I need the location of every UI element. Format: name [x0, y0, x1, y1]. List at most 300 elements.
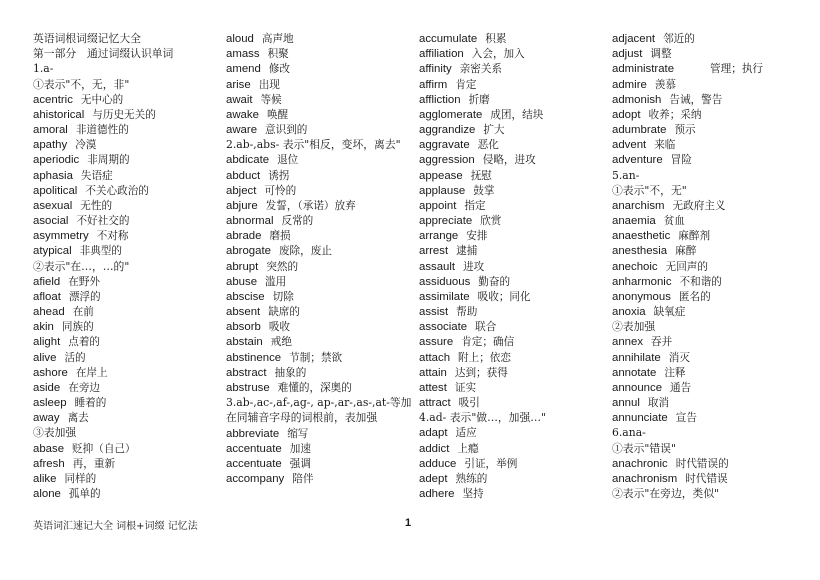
vocab-entry	[33, 410, 221, 425]
entry-word: abrupt	[226, 260, 259, 273]
vocab-entry	[419, 350, 607, 365]
entry-meaning: 帮助	[456, 306, 478, 319]
vocab-entry	[33, 365, 221, 380]
entry-word: announce	[612, 381, 663, 394]
vocab-entry	[33, 274, 221, 289]
entry-word: affirm	[419, 78, 448, 91]
entry-word: attest	[419, 381, 447, 394]
entry-word: accentuate	[226, 457, 282, 470]
vocab-entry	[612, 152, 800, 167]
entry-meaning: 安排	[466, 230, 488, 243]
entry-word: absent	[226, 306, 261, 319]
vocab-entry	[33, 213, 221, 228]
vocab-entry	[419, 61, 607, 76]
entry-word: assist	[419, 306, 449, 319]
entry-meaning: 宣告	[675, 412, 697, 425]
vocab-entry	[419, 289, 607, 304]
entry-word: aggrandize	[419, 124, 476, 137]
entry-word: adjacent	[612, 33, 656, 45]
entry-word: ahead	[33, 306, 65, 319]
column-3	[419, 31, 607, 501]
vocab-entry	[33, 456, 221, 471]
heading-text: ③表加强	[33, 426, 77, 440]
entry-meaning: 出现	[258, 78, 280, 91]
entry-meaning: 时代错误的	[675, 457, 729, 470]
entry-meaning: 冒险	[670, 154, 692, 167]
entry-word: annex	[612, 336, 644, 349]
vocab-entry	[33, 137, 221, 152]
entry-word: appreciate	[419, 215, 473, 228]
entry-meaning: 缺氧症	[653, 306, 686, 319]
entry-meaning: 积聚	[267, 48, 289, 61]
entry-word: abuse	[226, 275, 258, 288]
entry-meaning: 消灭	[668, 351, 690, 364]
entry-meaning: 积累	[485, 33, 507, 45]
entry-meaning: 诱拐	[268, 169, 290, 182]
vocab-entry	[226, 456, 414, 471]
vocab-entry	[226, 319, 414, 334]
entry-word: addict	[419, 442, 450, 455]
entry-word: abdicate	[226, 154, 270, 167]
entry-meaning: 加速	[289, 442, 311, 455]
entry-meaning: 肯定	[455, 78, 477, 91]
vocab-entry	[612, 31, 800, 46]
entry-word: annihilate	[612, 351, 661, 364]
heading-text: 3.ab-,ac-,af-,ag-, ap-,ar-,as-,at-等加在同辅音字母的词根前，表加强	[226, 396, 412, 425]
entry-meaning: 吞并	[651, 336, 673, 349]
entry-meaning: 在旁边	[68, 381, 101, 394]
section-heading	[226, 395, 414, 425]
entry-word: acentric	[33, 93, 73, 106]
entry-meaning: 难懂的，深奥的	[277, 381, 352, 394]
entry-word: afresh	[33, 457, 65, 470]
entry-meaning: 麻醉剂	[678, 230, 711, 243]
entry-meaning: 麻醉	[675, 245, 697, 258]
entry-word: aggression	[419, 154, 475, 167]
vocab-entry	[612, 289, 800, 304]
vocab-entry	[419, 441, 607, 456]
entry-word: arise	[226, 78, 251, 91]
entry-meaning: 缩写	[287, 427, 309, 440]
vocab-entry	[33, 289, 221, 304]
entry-word: abstruse	[226, 381, 270, 394]
vocab-entry	[33, 471, 221, 486]
vocab-entry	[33, 334, 221, 349]
entry-meaning: 活的	[64, 351, 86, 364]
vocab-entry	[226, 92, 414, 107]
entry-meaning: 在前	[72, 306, 94, 319]
entry-word: aggravate	[419, 139, 470, 152]
entry-word: assault	[419, 260, 456, 273]
entry-meaning: 抽象的	[274, 366, 307, 379]
entry-meaning: 点着的	[68, 336, 101, 349]
vocab-entry	[226, 61, 414, 76]
entry-meaning: 不和谐的	[679, 275, 722, 288]
vocab-entry	[226, 107, 414, 122]
entry-meaning: 来临	[654, 139, 676, 152]
entry-meaning: 非道德性的	[75, 124, 129, 137]
entry-meaning: 强调	[289, 457, 311, 470]
entry-word: assure	[419, 336, 454, 349]
entry-word: aphasia	[33, 169, 73, 182]
vocab-entry	[226, 380, 414, 395]
vocab-entry	[419, 198, 607, 213]
column-2	[226, 31, 414, 486]
vocab-entry	[33, 92, 221, 107]
entry-meaning: 冷漠	[75, 139, 97, 152]
entry-word: anaemia	[612, 215, 656, 228]
entry-meaning: 在岸上	[75, 366, 108, 379]
vocab-entry	[612, 213, 800, 228]
entry-meaning: 无回声的	[665, 260, 708, 273]
entry-meaning: 节制；禁欲	[289, 351, 343, 364]
section-heading	[33, 61, 221, 76]
entry-word: abrogate	[226, 245, 271, 258]
entry-meaning: 熟练的	[455, 472, 488, 485]
vocab-entry	[33, 486, 221, 501]
entry-word: atypical	[33, 245, 72, 258]
section-heading	[612, 183, 800, 198]
entry-meaning: 适应	[455, 427, 477, 440]
entry-word: asymmetry	[33, 230, 89, 243]
entry-word: arrest	[419, 245, 449, 258]
heading-text: 英语词根词缀记忆大全	[33, 32, 141, 45]
vocab-entry	[419, 77, 607, 92]
vocab-entry	[226, 31, 414, 46]
entry-word: afloat	[33, 290, 61, 303]
entry-meaning: 羡慕	[654, 78, 677, 91]
entry-word: amoral	[33, 124, 68, 137]
entry-meaning: 侵略，进攻	[482, 154, 536, 167]
entry-meaning: 指定	[464, 199, 486, 212]
entry-meaning: 时代错误	[685, 472, 728, 485]
entry-meaning: 附上；依恋	[458, 351, 511, 364]
vocab-entry	[612, 410, 800, 425]
vocab-entry	[226, 441, 414, 456]
entry-word: annunciate	[612, 412, 668, 425]
vocab-entry	[226, 365, 414, 380]
vocab-entry	[612, 46, 800, 61]
vocab-entry	[612, 122, 800, 137]
entry-meaning: 漂浮的	[68, 290, 101, 303]
column-4	[612, 31, 800, 501]
entry-word: adopt	[612, 108, 641, 121]
vocab-entry	[226, 350, 414, 365]
entry-meaning: 不对称	[96, 230, 129, 243]
entry-meaning: 再，重新	[72, 457, 116, 470]
entry-word: abnormal	[226, 215, 274, 228]
vocab-entry	[226, 334, 414, 349]
entry-meaning: 证实	[454, 381, 477, 394]
entry-meaning: 戒绝	[270, 336, 292, 349]
entry-word: asexual	[33, 199, 73, 212]
entry-word: adventure	[612, 154, 663, 167]
entry-word: absorb	[226, 321, 261, 334]
entry-meaning: 与历史无关的	[92, 108, 156, 121]
vocab-entry	[419, 456, 607, 471]
entry-word: abscise	[226, 290, 265, 303]
entry-word: annul	[612, 397, 640, 410]
entry-word: affliction	[419, 93, 461, 106]
entry-word: adapt	[419, 427, 448, 440]
entry-meaning: 取消	[647, 397, 670, 410]
vocab-entry	[33, 107, 221, 122]
entry-word: advent	[612, 139, 647, 152]
entry-meaning: 高声地	[261, 33, 294, 45]
entry-meaning: 吸引	[458, 397, 480, 410]
entry-word: asocial	[33, 215, 69, 228]
heading-text: ①表示"错误"	[612, 441, 676, 455]
entry-meaning: 反常的	[281, 215, 314, 228]
entry-meaning: 发誓，（承诺）放弃	[265, 199, 356, 212]
entry-word: alone	[33, 488, 61, 501]
entry-word: aside	[33, 381, 61, 394]
heading-text: 5.an-	[612, 168, 640, 182]
entry-meaning: 通告	[670, 381, 692, 394]
entry-meaning: 肯定；确信	[461, 336, 515, 349]
vocab-entry	[419, 319, 607, 334]
vocab-entry	[226, 77, 414, 92]
heading-text: 6.ana-	[612, 426, 646, 440]
heading-text: 2.ab-,abs- 表示"相反，变坏，离去"	[226, 138, 401, 152]
vocab-entry	[226, 259, 414, 274]
entry-meaning: 无性的	[80, 199, 113, 212]
vocab-entry	[612, 274, 800, 289]
entry-word: abstract	[226, 366, 267, 379]
heading-text: ①表示"不，无，非"	[33, 77, 130, 91]
entry-word: anharmonic	[612, 275, 672, 288]
entry-word: attach	[419, 351, 451, 364]
section-heading	[33, 46, 221, 61]
entry-word: apolitical	[33, 184, 78, 197]
entry-word: affinity	[419, 63, 452, 76]
vocab-entry	[419, 486, 607, 501]
entry-word: aperiodic	[33, 154, 80, 167]
entry-word: aloud	[226, 33, 254, 45]
vocab-entry	[226, 122, 414, 137]
vocab-entry	[612, 198, 800, 213]
vocab-entry	[419, 137, 607, 152]
entry-meaning: 匿名的	[678, 290, 711, 303]
vocab-entry	[226, 471, 414, 486]
entry-word: ashore	[33, 366, 68, 379]
entry-word: awake	[226, 108, 259, 121]
vocab-entry	[419, 471, 607, 486]
vocab-entry	[612, 350, 800, 365]
vocab-entry	[612, 243, 800, 258]
entry-meaning: 欣赏	[480, 215, 502, 228]
vocab-entry	[612, 456, 800, 471]
vocab-entry	[612, 228, 800, 243]
vocab-entry	[226, 168, 414, 183]
vocab-entry	[226, 426, 414, 441]
entry-meaning: 在野外	[68, 275, 101, 288]
entry-meaning: 邻近的	[663, 33, 695, 45]
column-1	[33, 31, 221, 501]
vocab-entry	[419, 228, 607, 243]
vocab-entry	[419, 92, 607, 107]
vocab-entry	[612, 77, 800, 92]
vocab-entry	[33, 183, 221, 198]
entry-word: apathy	[33, 139, 68, 152]
entry-word: associate	[419, 321, 468, 334]
entry-meaning: 恶化	[477, 139, 499, 152]
vocab-entry	[419, 365, 607, 380]
entry-word: assiduous	[419, 275, 471, 288]
entry-word: aware	[226, 124, 258, 137]
entry-word: adjust	[612, 48, 643, 61]
entry-word: asleep	[33, 397, 67, 410]
entry-word: adept	[419, 472, 448, 485]
entry-word: accumulate	[419, 33, 478, 45]
section-heading	[33, 77, 221, 92]
entry-meaning: 同族的	[61, 321, 94, 334]
entry-meaning: 引证，举例	[464, 457, 518, 470]
vocab-entry	[33, 168, 221, 183]
vocab-entry	[419, 46, 607, 61]
entry-meaning: 唤醒	[266, 108, 289, 121]
vocab-entry	[419, 31, 607, 46]
vocab-entry	[33, 228, 221, 243]
entry-meaning: 退位	[277, 154, 299, 167]
entry-meaning: 联合	[475, 321, 497, 334]
entry-meaning: 吸收；同化	[477, 290, 531, 303]
entry-meaning: 勤奋的	[478, 275, 511, 288]
heading-text: 1.a-	[33, 62, 54, 76]
entry-meaning: 扩大	[483, 124, 505, 137]
section-heading	[33, 31, 221, 46]
entry-word: abase	[33, 442, 65, 455]
entry-meaning: 非典型的	[79, 245, 122, 258]
vocab-entry	[419, 122, 607, 137]
entry-word: affiliation	[419, 48, 464, 61]
entry-meaning: 达到；获得	[454, 366, 508, 379]
vocab-entry	[33, 395, 221, 410]
entry-meaning: 注释	[664, 366, 686, 379]
vocab-entry	[612, 334, 800, 349]
entry-meaning: 贬抑（自己）	[72, 442, 136, 455]
entry-meaning: 废除，废止	[278, 245, 332, 258]
vocab-entry	[419, 243, 607, 258]
entry-word: arrange	[419, 230, 459, 243]
entry-meaning: 不关心政治的	[85, 184, 149, 197]
vocab-entry	[612, 380, 800, 395]
entry-word: appease	[419, 169, 463, 182]
entry-meaning: 调整	[650, 48, 672, 61]
entry-meaning: 折磨	[468, 93, 490, 106]
section-heading	[612, 486, 800, 501]
entry-word: anoxia	[612, 306, 646, 319]
entry-meaning: 睡着的	[74, 397, 107, 410]
vocab-entry	[33, 304, 221, 319]
vocab-entry	[226, 152, 414, 167]
entry-word: anaesthetic	[612, 230, 671, 243]
entry-meaning: 抚慰	[470, 169, 492, 182]
entry-word: attract	[419, 397, 451, 410]
entry-word: anachronic	[612, 457, 668, 470]
entry-word: applause	[419, 184, 466, 197]
entry-meaning: 离去	[67, 412, 89, 425]
entry-meaning: 预示	[674, 124, 696, 137]
section-heading	[612, 168, 800, 183]
vocab-entry	[419, 304, 607, 319]
entry-meaning: 不好社交的	[76, 215, 130, 228]
section-heading	[33, 425, 221, 440]
entry-meaning: 无政府主义	[672, 199, 726, 212]
entry-meaning: 坚持	[462, 488, 484, 501]
vocab-entry	[612, 137, 800, 152]
entry-meaning: 亲密关系	[459, 63, 503, 76]
entry-word: adhere	[419, 488, 455, 501]
vocab-entry	[33, 441, 221, 456]
entry-meaning: 失语症	[80, 169, 113, 182]
entry-meaning: 同样的	[64, 472, 97, 485]
entry-word: anarchism	[612, 199, 665, 212]
vocab-entry	[419, 168, 607, 183]
vocab-entry	[226, 289, 414, 304]
entry-word: agglomerate	[419, 108, 483, 121]
vocab-entry	[226, 198, 414, 213]
footer-title: 英语词汇速记大全 词根+词缀 记忆法	[33, 521, 198, 532]
entry-word: administrate	[612, 63, 675, 76]
entry-word: away	[33, 412, 60, 425]
vocab-entry	[419, 107, 607, 122]
vocab-entry	[226, 274, 414, 289]
entry-meaning: 管理；执行	[710, 63, 764, 76]
entry-meaning: 成团，结块	[490, 108, 544, 121]
entry-word: assimilate	[419, 290, 470, 303]
vocab-entry	[33, 243, 221, 258]
vocab-entry	[226, 213, 414, 228]
entry-word: abjure	[226, 199, 258, 212]
entry-meaning: 非周期的	[87, 154, 130, 167]
entry-meaning: 孤单的	[68, 488, 101, 501]
entry-meaning: 无中心的	[80, 93, 124, 106]
entry-meaning: 缺席的	[268, 306, 300, 319]
heading-text: ②表加强	[612, 320, 656, 334]
entry-word: anesthesia	[612, 245, 668, 258]
entry-word: anechoic	[612, 260, 658, 273]
entry-word: annotate	[612, 366, 657, 379]
vocab-entry	[612, 61, 800, 76]
heading-text: 4.ad- 表示"做…，加强…"	[419, 411, 547, 425]
entry-meaning: 可怜的	[264, 184, 297, 197]
entry-word: anonymous	[612, 290, 671, 303]
vocab-entry	[419, 152, 607, 167]
vocab-entry	[33, 122, 221, 137]
entry-word: abject	[226, 184, 257, 197]
vocab-entry	[33, 152, 221, 167]
entry-word: admire	[612, 78, 647, 91]
entry-meaning: 进攻	[463, 260, 485, 273]
vocab-entry	[419, 380, 607, 395]
entry-word: alight	[33, 336, 61, 349]
entry-meaning: 贫血	[663, 215, 685, 228]
entry-word: await	[226, 93, 253, 106]
entry-meaning: 滥用	[265, 275, 287, 288]
vocab-entry	[226, 304, 414, 319]
entry-word: abduct	[226, 169, 261, 182]
vocab-entry	[226, 243, 414, 258]
vocab-entry	[419, 213, 607, 228]
entry-word: accentuate	[226, 442, 282, 455]
page-footer	[33, 517, 787, 533]
page-number: 1	[405, 517, 412, 529]
entry-word: adduce	[419, 457, 457, 470]
heading-text: ②表示"在旁边，类似"	[612, 487, 720, 501]
vocab-entry	[419, 334, 607, 349]
entry-meaning: 上瘾	[457, 442, 479, 455]
